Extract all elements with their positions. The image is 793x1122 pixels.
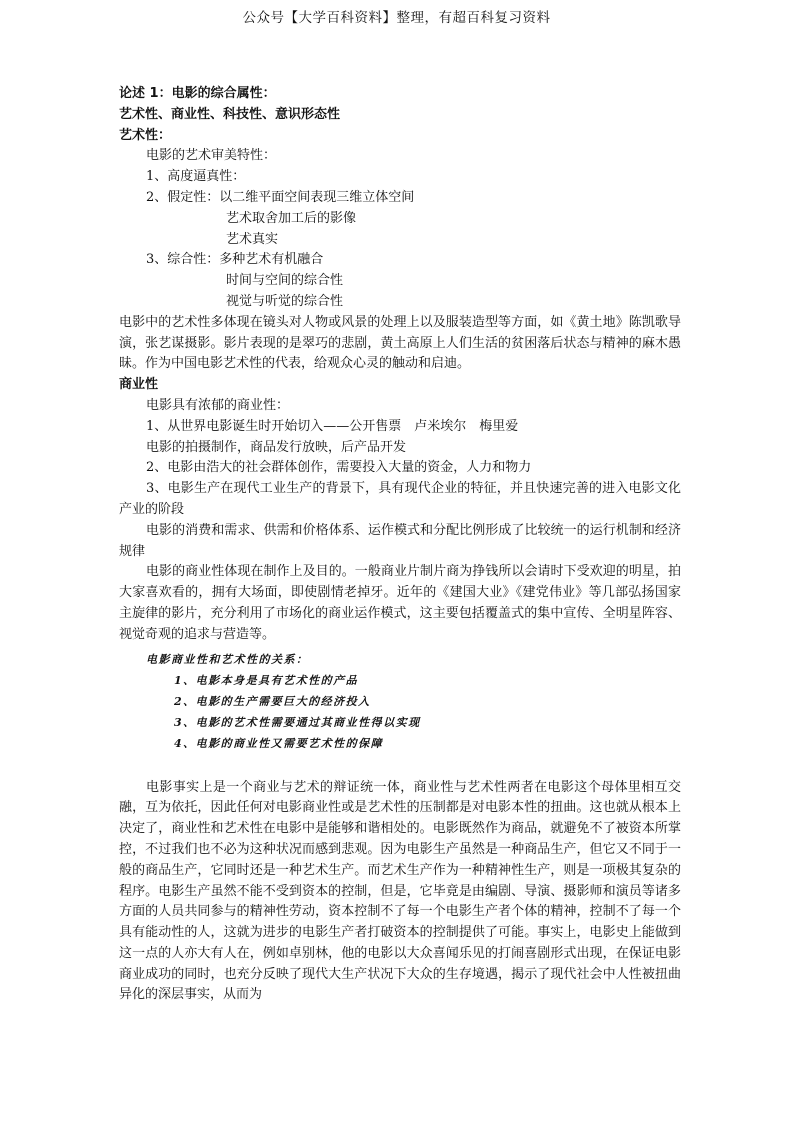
relation-item: 2、电影的生产需要巨大的经济投入 — [174, 694, 371, 708]
document-body — [119, 84, 681, 1006]
art-item-2 — [119, 188, 681, 209]
art-item-3 — [119, 250, 681, 271]
commerce-line-2: 电影的拍摄制作，商品发行放映，后产品开发 — [146, 439, 407, 455]
relation-item: 1、电影本身是具有艺术性的产品 — [174, 673, 359, 687]
commerce-item-3: 3、电影生产在现代工业生产的背景下，具有现代企业的特征，并且快速完善的进入电影文化产业的阶段 — [119, 481, 681, 517]
art-paragraph: 电影中的艺术性多体现在镜头对人物或风景的处理上以及服装造型等方面，如《黄土地》陈凯歌导演，张艺谋摄影。影片表现的是翠巧的悲剧，黄土高原上人们生活的贫困落后状态与精神的麻木愚昧。作为中国电影艺术性的代表，给观众心灵的触动和启迪。 — [119, 314, 681, 372]
relation-item: 3、电影的艺术性需要通过其商业性得以实现 — [174, 715, 421, 729]
art-item-2-line: 以二维平面空间表现三维立体空间 — [219, 189, 415, 205]
art-item-3-line: 多种艺术有机融合 — [219, 252, 324, 268]
commerce-intro: 电影具有浓郁的商业性： — [146, 397, 290, 413]
commerce-paragraph-1: 电影的消费和需求、供需和价格体系、运作模式和分配比例形成了比较统一的运行机制和经济规律 — [119, 522, 681, 559]
page-header: 公众号【大学百科资料】整理，有超百科复习资料 — [242, 10, 551, 26]
art-item-3-label: 3、综合性： — [146, 252, 220, 268]
art-item-2-line: 艺术取舍加工后的影像 — [226, 210, 357, 226]
art-item-2-label: 2、假定性： — [146, 189, 220, 205]
art-item-3-line: 视觉与听觉的综合性 — [226, 293, 344, 309]
relation-title: 电影商业性和艺术性的关系： — [146, 652, 309, 666]
relation-item: 4、电影的商业性又需要艺术性的保障 — [174, 736, 384, 750]
commerce-item-2: 2、电影由浩大的社会群体创作，需要投入大量的资金，人力和物力 — [146, 460, 532, 476]
commerce-item-1: 1、从世界电影诞生时开始切入——公开售票 卢米埃尔 梅里爱 — [146, 418, 519, 434]
attributes-list: 艺术性、商业性、科技性、意识形态性 — [119, 106, 341, 122]
art-item-1: 1、高度逼真性： — [146, 169, 246, 185]
art-item-3-line: 时间与空间的综合性 — [226, 273, 344, 289]
commerce-heading: 商业性 — [119, 377, 159, 393]
commerce-paragraph-2: 电影的商业性体现在制作上及目的。一般商业片制片商为挣钱所以会请时下受欢迎的明星，拍大家喜欢看的，拥有大场面，即使剧情老掉牙。近年的《建国大业》《建党伟业》等几部弘扬国家主旋律的影片，充分利用了市场化的商业运作模式，这主要包括覆盖式的集中宣传、全明星阵容、视觉奇观的追求与营造等。 — [119, 564, 681, 642]
art-intro: 电影的艺术审美特性： — [146, 148, 277, 164]
art-item-2-line: 艺术真实 — [226, 231, 279, 247]
spacer — [119, 754, 681, 778]
art-heading: 艺术性： — [119, 127, 172, 143]
closing-paragraph: 电影事实上是一个商业与艺术的辩证统一体，商业性与艺术性两者在电影这个母体里相互交融，互为依托，因此任何对电影商业性或是艺术性的压制都是对电影本性的扭曲。这也就从根本上决定了，商业性和艺术性在电影中是能够和谐相处的。电影既然作为商品，就避免不了被资本所掌控，不过我们也不必为这种状况而感到悲观。因为电影生产虽然是一种商品生产，但它又不同于一般的商品生产，它同时还是一种艺术生产。而艺术生产作为一种精神性生产，则是一项极其复杂的程序。电影生产虽然不能不受到资本的控制，但是，它毕竟是由编剧、导演、摄影师和演员等诸多方面的人员共同参与的精神性劳动，资本控制不了每一个电影生产者个体的精神，控制不了每一个具有能动性的人，这就为进步的电影生产者打破资本的控制提供了可能。事实上，电影史上能做到这一点的人亦大有人在，例如卓别林，他的电影以大众喜闻乐见的打闹喜剧形式出现，在保证电影商业成功的同时，也充分反映了现代大生产状况下大众的生存境遇，揭示了现代社会中人性被扭曲异化的深层事实，从而为 — [119, 779, 681, 1003]
section-title: 论述 1：电影的综合属性： — [119, 86, 276, 101]
